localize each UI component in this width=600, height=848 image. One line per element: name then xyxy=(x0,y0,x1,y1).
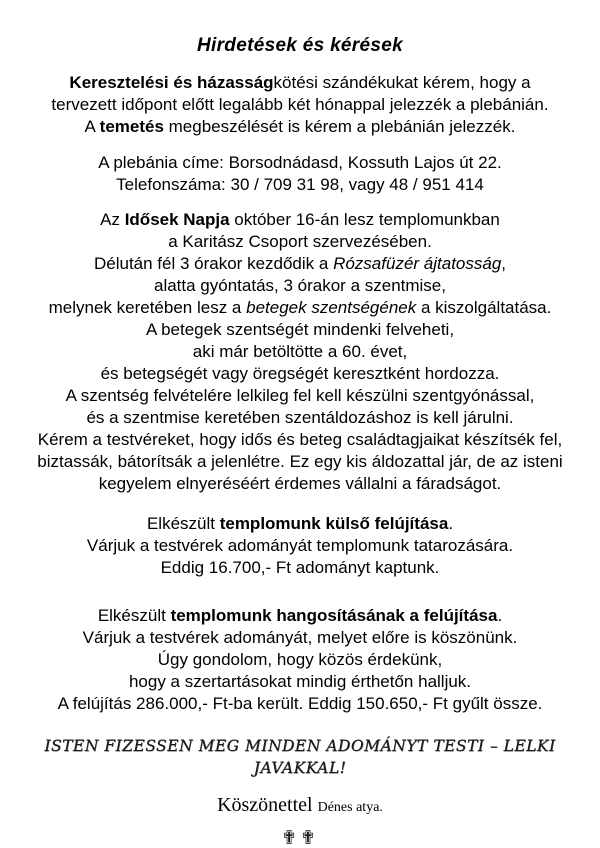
paragraph-exterior-renovation xyxy=(0,513,600,579)
paragraph-sound-system-renovation xyxy=(0,605,600,715)
signature-name: Dénes atya. xyxy=(317,800,383,815)
body-text: Az xyxy=(100,210,125,229)
announcement-line: hogy a szertartásokat mindig érthetőn halljuk. xyxy=(128,672,472,691)
paragraph-baptism-wedding xyxy=(0,72,600,138)
announcement-line: A szentség felvételére lelkileg fel kell készülni szentgyónással, xyxy=(65,386,535,405)
announcement-line xyxy=(0,605,600,627)
italic-text: betegek szentségének xyxy=(246,298,417,317)
announcement-line xyxy=(0,253,600,275)
announcement-line: a Karitász Csoport szervezésében. xyxy=(168,232,432,251)
announcement-line: és a szentmise keretében szentáldozáshoz is kell járulni. xyxy=(86,408,514,427)
donation-amount-line: Eddig 16.700,- Ft adományt kaptunk. xyxy=(160,558,440,577)
announcement-line xyxy=(0,116,600,138)
signature-thanks: Köszönettel xyxy=(217,794,318,816)
bold-text: Idősek Napja xyxy=(124,210,230,229)
announcement-line: Várjuk a testvérek adományát templomunk tatarozására. xyxy=(86,536,514,555)
body-text: Délután fél 3 órakor kezdődik a xyxy=(93,254,334,273)
announcement-line: alatta gyóntatás, 3 órakor a szentmise, xyxy=(154,276,446,295)
body-text: . xyxy=(497,606,503,625)
cross-icon: ✟✟ xyxy=(281,828,319,848)
body-text: megbeszélését is kérem a plebánián jelezzék. xyxy=(163,117,516,136)
parish-address-line: A plebánia címe: Borsodnádasd, Kossuth Lajos út 22. xyxy=(98,153,502,172)
bold-text: templomunk hangosításának a felújítása xyxy=(170,606,498,625)
paragraph-elderly-day xyxy=(0,209,600,495)
announcement-line xyxy=(0,297,600,319)
announcement-line: kegyelem elnyeréséért érdemes vállalni a fáradságot. xyxy=(98,474,502,493)
body-text: Elkészült xyxy=(146,514,220,533)
announcement-line: Úgy gondolom, hogy közös érdekünk, xyxy=(157,650,443,669)
announcement-line: aki már betöltötte a 60. évet, xyxy=(192,342,408,361)
body-text: A xyxy=(84,117,100,136)
bold-text: Keresztelési és házasság xyxy=(69,73,274,92)
body-text: . xyxy=(448,514,454,533)
announcement-line: Kérem a testvéreket, hogy idős és beteg családtagjaikat készítsék fel, xyxy=(37,430,563,449)
signature xyxy=(0,793,600,820)
parish-phone-line: Telefonszáma: 30 / 709 31 98, vagy 48 / 951 414 xyxy=(116,175,484,194)
announcement-line: és betegségét vagy öregségét keresztként hordozza. xyxy=(100,364,500,383)
blessing-line: ISTEN FIZESSEN MEG MINDEN ADOMÁNYT TESTI – LELKI JAVAKKAL! xyxy=(44,737,562,777)
body-text: kötési szándékukat kérem, hogy a xyxy=(273,73,531,92)
body-text: , xyxy=(501,254,507,273)
announcement-line xyxy=(0,513,600,535)
bold-text: templomunk külső felújítása xyxy=(219,514,449,533)
announcement-line xyxy=(0,72,600,94)
body-text: Elkészült xyxy=(97,606,171,625)
announcement-line: Várjuk a testvérek adományát, melyet előre is köszönünk. xyxy=(82,628,518,647)
body-text: október 16-án lesz templomunkban xyxy=(229,210,500,229)
italic-text: Rózsafüzér ájtatosság xyxy=(333,254,502,273)
body-text: melynek keretében lesz a xyxy=(48,298,247,317)
body-text: a kiszolgáltatása. xyxy=(416,298,552,317)
page-title: Hirdetések és kérések xyxy=(197,35,403,56)
announcement-line: biztassák, bátorítsák a jelenlétre. Ez egy kis áldozattal jár, de az isteni xyxy=(37,452,563,471)
donation-amount-line: A felújítás 286.000,- Ft-ba került. Eddig 150.650,- Ft gyűlt össze. xyxy=(57,694,543,713)
announcement-line xyxy=(0,209,600,231)
announcement-line: A betegek szentségét mindenki felveheti, xyxy=(145,320,455,339)
bold-text: temetés xyxy=(99,117,164,136)
announcement-line: tervezett időpont előtt legalább két hónappal jelezzék a plebánián. xyxy=(51,95,549,114)
paragraph-parish-contact xyxy=(0,152,600,196)
